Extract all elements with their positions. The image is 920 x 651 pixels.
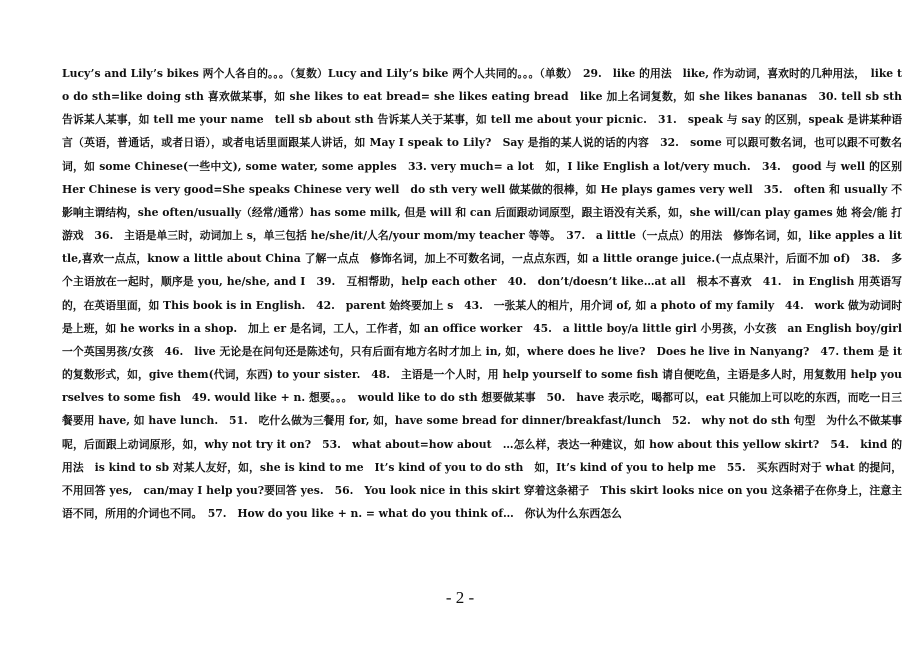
page-number: - 2 - [445, 588, 475, 607]
grammar-notes-paragraph: Lucy’s and Lily’s bikes 两个人各自的。。。（复数）Lucy and Lily’s bike 两个人共同的。。。（单数） 29. like 的用法 like, 作为动词，喜欢时的几种用法， like to do sth=like doing sth 喜欢做某事，如 she likes to eat bread= she likes eating bread like 加上名词复数，如 she likes bananas 30. tell sb sth 告诉某人某事，如 tell me your name tell sb about sth 告诉某人关于某事，如 tell me about your picnic. 31. speak 与 say 的区别，speak 是讲某种语言（英语，普通话，或者日语），或者电话里面跟某人讲话，如 May I speak to Lily? Say 是指的某人说的话的内容 32. some 可以跟可数名词，也可以跟不可数名词，如 some Chinese(一些中文), some water, some apples 33. very much= a lot 如，I like English a lot/very much. 34. good 与 well 的区别 Her Chinese is very good=She speaks Chinese very well do sth very well 做某做的很棒，如 He plays games very well 35. often 和 usually 不影响主谓结构，she often/usually（经常/通常）has some milk, 但是 will 和 can 后面跟动词原型，跟主语没有关系，如，she will/can play games 她 将会/能 打游戏 36. 主语是单三时，动词加上 s，单三包括 he/she/it/人名/your mom/my teacher 等等。 37. a little（一点点）的用法 修饰名词，如，like apples a little,喜欢一点点，know a little about China 了解一点点 修饰名词，加上不可数名词，一点点东西，如 a little orange juice.(一点点果汁，后面不加 of) 38. 多个主语放在一起时，顺序是 you, he/she, and I 39. 互相帮助，help each other 40. don’t/doesn’t like…at all 根本不喜欢 41. in English 用英语写的，在英语里面，如 This book is in English. 42. parent 始终要加上 s 43. 一张某人的相片，用介词 of, 如 a photo of my family 44. work 做为动词时是上班，如 he works in a shop. 加上 er 是名词，工人，工作者，如 an office worker 45. a little boy/a little girl 小男孩，小女孩 an English boy/girl 一个英国男孩/女孩 46. live 无论是在问句还是陈述句，只有后面有地方名时才加上 in, 如，where does he live? Does he live in Nanyang? 47. them 是 it 的复数形式，如，give them(代词，东西) to your sister. 48. 主语是一个人时，用 help yourself to some fish 请自便吃鱼，主语是多人时，用复数用 help yourselves to some fish 49. would like + n. 想要。。。 would like to do sth 想要做某事 50. have 表示吃，喝都可以，eat 只能加上可以吃的东西，而吃一日三餐要用 have, 如 have lunch. 51. 吃什么做为三餐用 for, 如，have some bread for dinner/breakfast/lunch 52. why not do sth 句型 为什么不做某事呢，后面跟上动词原形，如，why not try it on? 53. what about=how about …怎么样，表达一种建议，如 how about this yellow skirt? 54. kind 的用法 is kind to sb 对某人友好，如，she is kind to me It’s kind of you to do sth 如，It’s kind of you to help me 55. 买东西时对于 what 的提问，不用回答 yes, can/may I help you?要回答 yes. 56. You look nice in this skirt 穿着这条裙子 This skirt looks nice on you 这条裙子在你身上，注意主语不同，所用的介词也不同。 57. How do you like + n. = what do you think of… 你认为什么东西怎么 [62, 67, 902, 520]
document-body [62, 62, 902, 525]
